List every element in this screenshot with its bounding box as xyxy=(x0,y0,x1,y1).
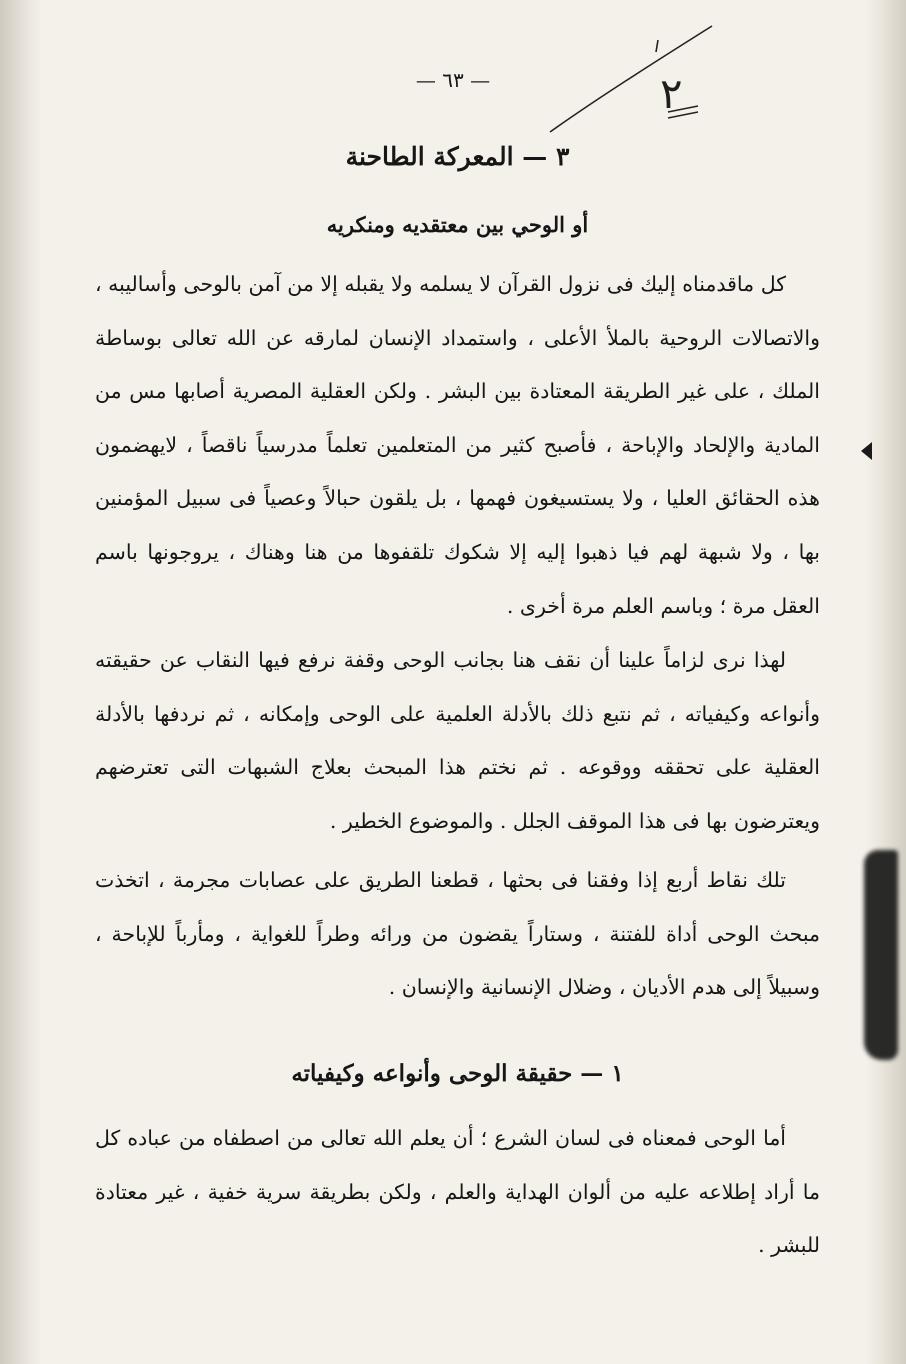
chapter-subtitle: أو الوحي بين معتقديه ومنكريه xyxy=(326,212,589,237)
paragraph-text: تلك نقاط أربع إذا وفقنا فى بحثها ، قطعنا الطريق على عصابات مجرمة ، اتخذت مبحث الوحى أداة للفتنة ، وستاراً يقضون من ورائه وطراً للغواية ، ومأرباً للإباحة ، وسبيلاً إلى هدم الأديان ، وضلال الإنسانية والإنسان . xyxy=(95,868,820,1000)
paragraph-text: كل ماقدمناه إليك فى نزول القرآن لا يسلمه ولا يقبله إلا من آمن بالوحى وأساليبه ، والاتصالات الروحية بالملأ الأعلى ، واستمداد الإنسان لمارقه عن الله تعالى بوساطة الملك ، على غير الطريقة المعتادة بين البشر . ولكن العقلية المصرية أصابها مس من المادية والإلحاد والإباحة ، فأصبح كثير من المتعلمين تعلماً مدرسياً ناقصاً ، لايهضمون هذه الحقائق العليا ، ولا يستسيغون فهمها ، بل يلقون حبالاً وعصياً فى سبيل المؤمنين بها ، ولا شبهة لهم فيا ذهبوا إليه إلا شكوك تلقفوها من هنا وهناك ، يروجونها باسم العقل مرة ؛ وباسم العلم مرة أخرى . xyxy=(95,272,820,618)
paragraph-4 xyxy=(95,1112,820,1273)
paragraph-3 xyxy=(95,854,820,1015)
handwritten-annotation xyxy=(540,20,720,140)
paragraph-1 xyxy=(95,258,820,633)
annotation-text: ٢ xyxy=(660,69,683,118)
page-edge-shadow-left xyxy=(0,0,42,1364)
chapter-title: ٣ — المعركة الطاحنة xyxy=(345,142,570,171)
paragraph-text: أما الوحى فمعناه فى لسان الشرع ؛ أن يعلم الله تعالى من اصطفاه من عباده كل ما أراد إطلاعه عليه من ألوان الهداية والعلم ، ولكن بطريقة سرية خفية ، غير معتادة للبشر . xyxy=(95,1126,820,1258)
margin-arrow-icon xyxy=(858,440,874,462)
paragraph-2 xyxy=(95,634,820,848)
page-edge-shadow-right xyxy=(866,0,906,1364)
page-number: — ٦٣ — xyxy=(415,68,491,92)
section-heading: ١ — حقيقة الوحى وأنواعه وكيفياته xyxy=(291,1060,624,1087)
paragraph-text: لهذا نرى لزاماً علينا أن نقف هنا بجانب الوحى وقفة نرفع فيها النقاب عن حقيقته وأنواعه وكيفياته ، ثم نتبع ذلك بالأدلة العلمية على الوحى وإمكانه ، ثم نردفها بالأدلة العقلية على تحققه ووقوعه . ثم نختم هذا المبحث بعلاج الشبهات التى تعترضهم ويعترضون بها فى هذا الموقف الجلل . والموضوع الخطير . xyxy=(95,648,820,833)
ink-blot xyxy=(864,850,898,1060)
